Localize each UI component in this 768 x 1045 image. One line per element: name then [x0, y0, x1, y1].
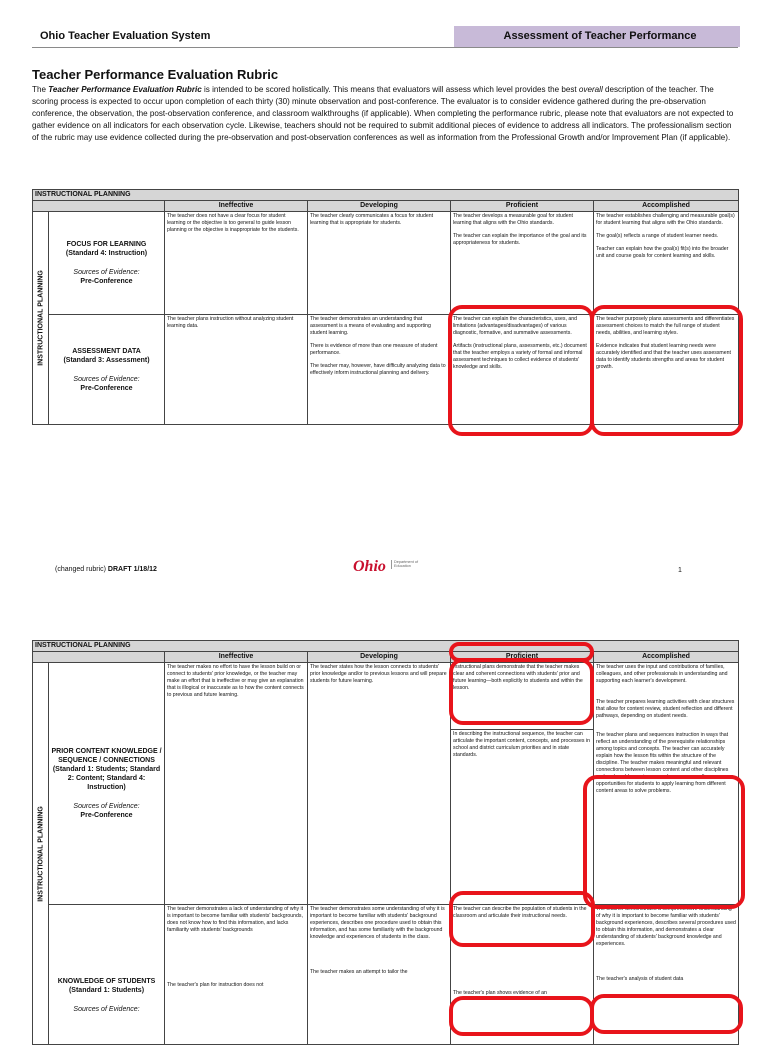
- cell-proficient: [451, 315, 594, 425]
- cell-text: The teacher clearly communicates a focus for student learning that is appropriate for students.: [310, 213, 434, 226]
- cell-text: Teacher can explain how the goal(s) fit(s) into the broader unit and course goals for content learning and skills.: [596, 246, 729, 259]
- cell-text: Instructional plans demonstrate that the teacher makes clear and coherent connections with students' prior and future learning—both explicitly to students and within the lesson.: [453, 664, 583, 691]
- footer-draft-date: DRAFT 1/18/12: [105, 566, 157, 573]
- cell-text: The goal(s) reflects a range of student learner needs.: [596, 233, 719, 239]
- cell-text: The teacher's plan shows evidence of an: [453, 990, 547, 996]
- cell-ineffective: [165, 315, 308, 425]
- blank-header: [33, 652, 165, 663]
- rubric-table-1: [32, 189, 739, 425]
- element-standard: (Standard 1: Students): [68, 987, 145, 994]
- cell-accomplished: [594, 212, 739, 315]
- header-rule: [32, 47, 738, 48]
- cell-text: The teacher plans instruction without analyzing student learning data.: [167, 316, 294, 329]
- element-standard: (Standard 3: Assessment): [63, 356, 150, 364]
- cell-text: The teacher can explain the characteristics, uses, and limitations (advantages/disadvantages) of various diagnostic, formative, and summative assessments.: [453, 316, 577, 336]
- rubric-title: Teacher Performance Evaluation Rubric: [32, 67, 279, 82]
- cell-accomplished: [594, 663, 739, 905]
- element-cell: [49, 212, 165, 315]
- cell-developing: [308, 663, 451, 905]
- cell-text: The teacher states how the lesson connects to students' prior knowledge and/or to previous lessons and will prepare students for future learning.: [310, 664, 447, 684]
- ohio-logo-wordmark: Ohio: [353, 558, 386, 575]
- column-header-proficient: Proficient: [451, 201, 594, 212]
- column-header-ineffective: Ineffective: [165, 652, 308, 663]
- cell-text: The teacher can describe the population of students in the classroom and articulate their instructional needs.: [453, 906, 587, 919]
- section-side-label: [33, 212, 49, 425]
- column-header-developing: Developing: [308, 652, 451, 663]
- cell-text: Artifacts (instructional plans, assessments, etc.) document that the teacher employs a variety of formal and informal assessment techniques to collect evidence of students' knowledge and skills.: [453, 343, 587, 370]
- sources-label: Sources of Evidence:: [73, 1006, 140, 1013]
- cell-accomplished: [594, 315, 739, 425]
- intro-text: is intended to be scored holistically. This means that evaluators will assess which level provides the best: [201, 85, 579, 94]
- column-header-accomplished: Accomplished: [594, 652, 739, 663]
- element-name: FOCUS FOR LEARNING: [66, 241, 147, 248]
- cell-text: The teacher's analysis of student data: [596, 976, 684, 982]
- section-side-text: INSTRUCTIONAL PLANNING: [37, 805, 44, 902]
- cell-text: The teacher establishes challenging and measurable goal(s) for student learning that aligns with the Ohio standards.: [596, 213, 735, 226]
- cell-text: The teacher makes no effort to have the lesson build on or connect to students' prior knowledge, or the teacher may make an effort that is ineffective or may give an explanation that is illogical or inaccurate as to how the content connects to previous and future learning.: [167, 664, 304, 698]
- sources-label: Sources of Evidence:: [73, 803, 140, 810]
- element-cell: [49, 663, 165, 905]
- cell-text: The teacher's plan for instruction does not: [167, 982, 264, 988]
- cell-text: The teacher demonstrates an understanding that assessment is a means of evaluating and supporting student learning.: [310, 316, 431, 336]
- cell-text: There is evidence of more than one measure of student performance.: [310, 343, 438, 356]
- cell-text: The teacher purposely plans assessments and differentiates assessment choices to match the full range of student needs, abilities, and learning styles.: [596, 316, 735, 336]
- sources-label: Sources of Evidence:: [73, 269, 140, 276]
- sources-value: Pre-Conference: [80, 384, 133, 392]
- element-name: ASSESSMENT DATA: [72, 347, 141, 355]
- cell-text: The teacher demonstrates a lack of understanding of why it is important to become familiar with students' backgrounds, does not know how to find this information, and lacks familiarity with students' backgrounds: [167, 906, 304, 933]
- footer-draft-note: [55, 566, 157, 573]
- cell-text: The teacher may, however, have difficulty analyzing data to effectively inform instructional planning and delivery.: [310, 363, 446, 376]
- element-name: PRIOR CONTENT KNOWLEDGE / SEQUENCE / CONNECTIONS: [51, 748, 162, 764]
- cell-text: Evidence indicates that student learning needs were accurately identified and that the teacher uses assessment data to identify students strengths and areas for student growth.: [596, 343, 731, 370]
- sources-value: Pre-Conference: [80, 812, 133, 819]
- element-name: KNOWLEDGE OF STUDENTS: [57, 978, 156, 985]
- intro-text: description of the teacher. The scoring process is expected to occur upon completion of each thirty (30) minute observation and post-conference. The evaluator is to consider evidence gathered during the pre-observation conference, the observation, the post-observation conference, and classroom walkthroughs (if applicable). When completing the performance rubric, please note that evaluators are not expected to gather evidence on all indicators for each observation cycle. Likewise, teachers should not be required to submit additional pieces of evidence to address all indicators. The professionalism section of the rubric may use evidence collected during the pre-observation and post-observation conferences as well as information from the Professional Growth and/or Improvement Plan (if applicable).: [32, 85, 734, 143]
- cell-text: The teacher plans and sequences instruction in ways that reflect an understanding of the prerequisite relationships among topics and concepts. The teacher can accurately explain how the lesson fits within the structure of the discipline. The teacher makes meaningful and relevant connections between lesson content and other disciplines and real-world experiences and careers as well as prepares opportunities for students to apply learning from different content areas to solve problems.: [596, 732, 734, 794]
- cell-text: The teacher develops a measurable goal for student learning that aligns with the Ohio standards.: [453, 213, 573, 226]
- section-header: INSTRUCTIONAL PLANNING: [33, 190, 739, 201]
- cell-text: The teacher can explain the importance of the goal and its appropriateness for students.: [453, 233, 587, 246]
- header-banner: Assessment of Teacher Performance: [454, 26, 740, 47]
- cell-subsection: [451, 663, 593, 730]
- ohio-logo: [353, 558, 419, 575]
- sources-label: Sources of Evidence:: [73, 375, 140, 383]
- cell-text: The teacher prepares learning activities with clear structures that allow for content review, student reflection and different pathways, depending on student needs.: [596, 699, 735, 719]
- cell-text: The teacher does not have a clear focus for student learning or the objective is too general to guide lesson planning or the objective is inappropriate for the students.: [167, 213, 299, 233]
- blank-header: [33, 201, 165, 212]
- cell-text: The teacher uses the input and contributions of families, colleagues, and other professionals in understanding and supporting each learner's development.: [596, 664, 728, 684]
- ohio-logo-department: Department of Education: [391, 560, 424, 569]
- cell-text: The teacher demonstrates a comprehensive understanding of why it is important to become familiar with students' background experiences, describes several procedures used to obtain this information, and demonstrates a clear understanding of students' background knowledge and experiences.: [596, 906, 736, 947]
- intro-emphasis: overall: [578, 85, 603, 94]
- sources-value: Pre-Conference: [80, 278, 133, 285]
- cell-proficient: [451, 663, 594, 905]
- cell-ineffective: [165, 212, 308, 315]
- rubric-table-2: [32, 640, 739, 1045]
- section-side-label: [33, 663, 49, 1045]
- element-cell: [49, 315, 165, 425]
- cell-proficient: [451, 212, 594, 315]
- cell-text: The teacher makes an attempt to tailor the: [310, 969, 408, 975]
- intro-paragraph: [32, 84, 738, 144]
- cell-text: In describing the instructional sequence, the teacher can articulate the important content, concepts, and processes in school and district curriculum priorities and in state standards.: [453, 731, 590, 758]
- cell-text: The teacher demonstrates some understanding of why it is important to become familiar with students' background experiences, describes one procedure used to obtain this information, and has some familiarity with the background knowledge and experiences of students in the class.: [310, 906, 445, 940]
- system-title: Ohio Teacher Evaluation System: [40, 30, 211, 42]
- section-side-text: INSTRUCTIONAL PLANNING: [37, 270, 44, 366]
- intro-rubric-name: Teacher Performance Evaluation Rubric: [48, 85, 202, 94]
- element-standard: (Standard 4: Instruction): [65, 250, 148, 257]
- cell-ineffective: [165, 663, 308, 905]
- column-header-proficient: Proficient: [451, 652, 594, 663]
- column-header-accomplished: Accomplished: [594, 201, 739, 212]
- section-header: INSTRUCTIONAL PLANNING: [33, 641, 739, 652]
- cell-developing: [308, 212, 451, 315]
- intro-text: The: [32, 85, 49, 94]
- page-number: 1: [678, 567, 682, 574]
- cell-developing: [308, 315, 451, 425]
- footer-note: (changed rubric): [55, 566, 106, 573]
- element-standard: (Standard 1: Students; Standard 2: Content; Standard 4: Instruction): [52, 766, 161, 791]
- column-header-developing: Developing: [308, 201, 451, 212]
- column-header-ineffective: Ineffective: [165, 201, 308, 212]
- cell-subsection: [451, 730, 593, 766]
